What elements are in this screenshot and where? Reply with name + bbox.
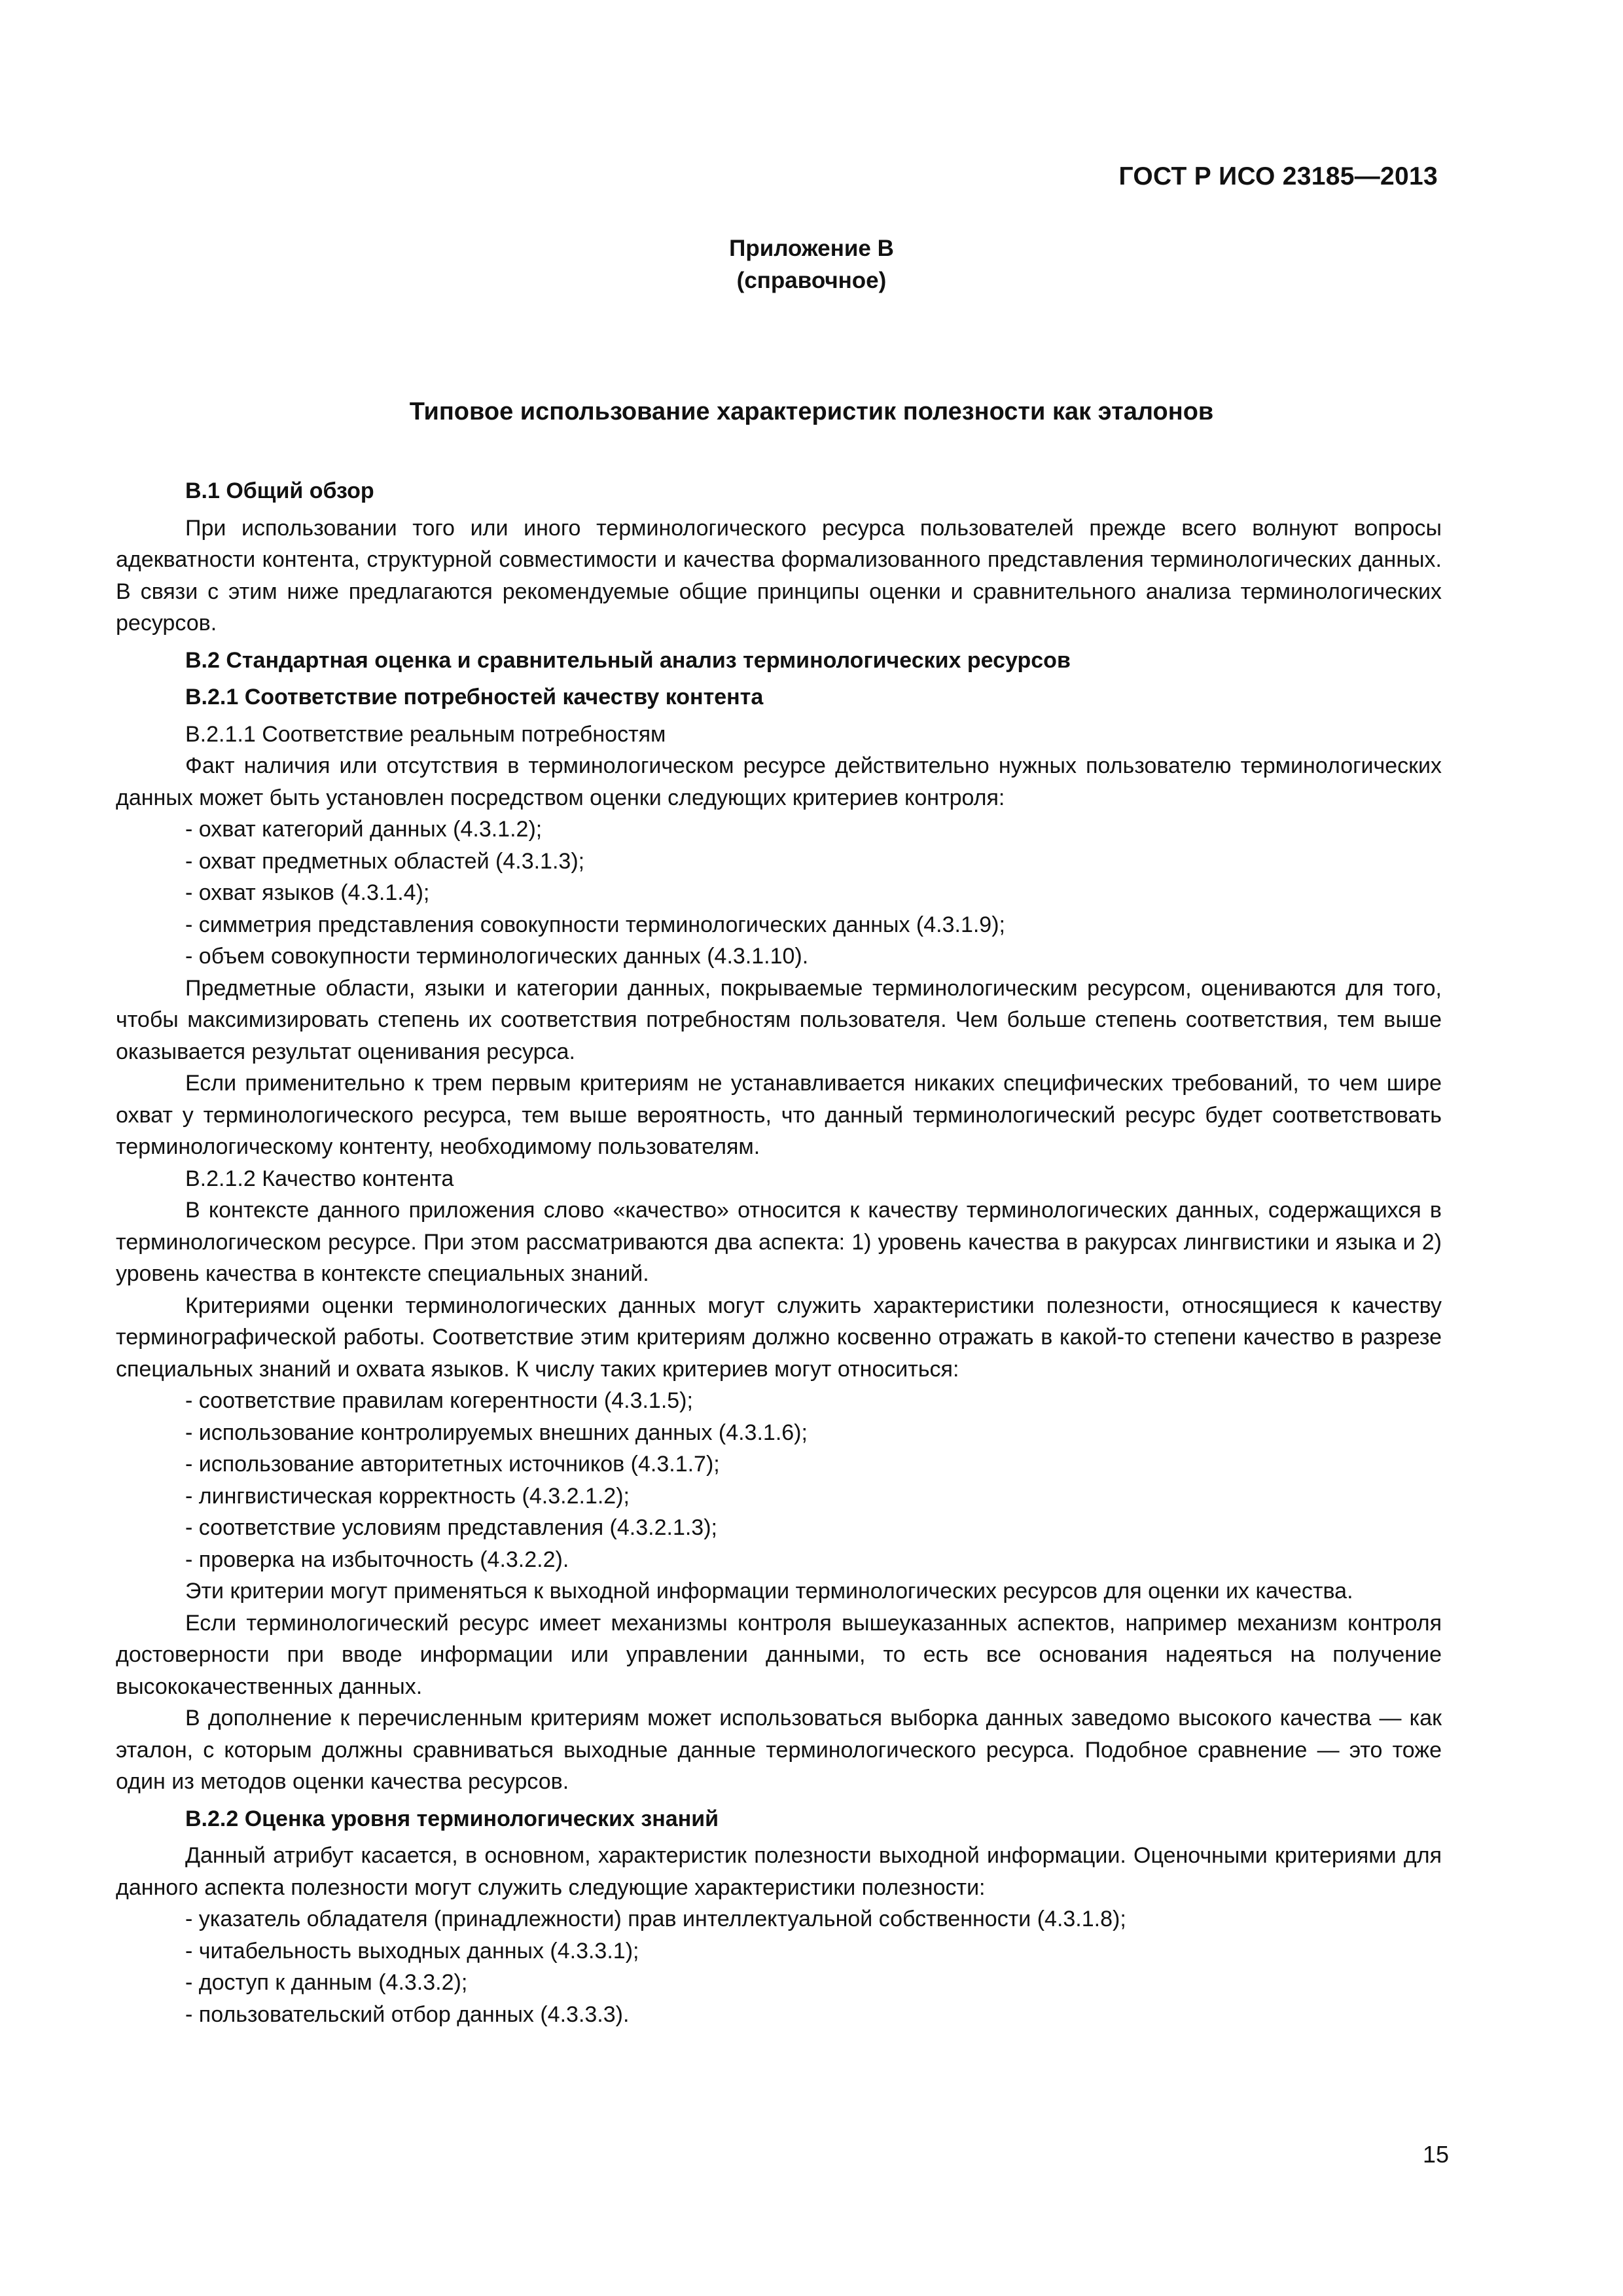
page-number: 15 xyxy=(1422,2141,1449,2168)
standard-designation: ГОСТ Р ИСО 23185—2013 xyxy=(1118,162,1438,190)
annex-title: Типовое использование характеристик полезности как эталонов xyxy=(409,398,1214,425)
paragraph: Предметные области, языки и категории данных, покрываемые терминологическим ресурсом, оцениваются для того, чтобы максимизировать степень их соответствия потребностям пользователя. Чем больше степень соответствия, тем выше оказывается результат оценивания ресурса. xyxy=(116,975,1442,1064)
document-body xyxy=(116,475,1442,2030)
paragraph: Если применительно к трем первым критериям не устанавливается никаких специфических требований, то чем шире охват у терминологического ресурса, тем выше вероятность, что данный терминологический ресурс будет соответствовать терминологическому контенту, необходимому пользователям. xyxy=(116,1071,1442,1159)
paragraph: Факт наличия или отсутствия в терминологическом ресурсе действительно нужных пользователю терминологических данных может быть установлен посредством оценки следующих критериев контроля: xyxy=(116,753,1442,810)
subsection-heading-b212: В.2.1.2 Качество контента xyxy=(185,1166,454,1191)
paragraph: Эти критерии могут применяться к выходной информации терминологических ресурсов для оценки их качества. xyxy=(185,1579,1353,1604)
annex-status: (справочное) xyxy=(736,268,887,293)
annex-label: Приложение В xyxy=(729,236,894,261)
list-item: - использование контролируемых внешних данных (4.3.1.6); xyxy=(185,1417,1442,1449)
list-item: - соответствие правилам когерентности (4.3.1.5); xyxy=(185,1385,1442,1417)
list-item: - охват языков (4.3.1.4); xyxy=(185,877,1442,909)
criteria-list-1 xyxy=(116,814,1442,973)
paragraph: В контексте данного приложения слово «качество» относится к качеству терминологических данных, содержащихся в терминологическом ресурсе. При этом рассматриваются два аспекта: 1) уровень качества в ракурсах лингвистики и языка и 2) уровень качества в контексте специальных знаний. xyxy=(116,1198,1442,1286)
list-item: - симметрия представления совокупности терминологических данных (4.3.1.9); xyxy=(185,909,1442,941)
section-heading-b21: В.2.1 Соответствие потребностей качеству контента xyxy=(185,685,764,709)
subsection-heading-b211: В.2.1.1 Соответствие реальным потребностям xyxy=(185,721,666,747)
list-item: - охват предметных областей (4.3.1.3); xyxy=(185,846,1442,878)
list-item: - читабельность выходных данных (4.3.3.1); xyxy=(185,1935,1442,1967)
paragraph: Если терминологический ресурс имеет механизмы контроля вышеуказанных аспектов, например механизм контроля достоверности при вводе информации или управлении данными, то есть все основания надеяться на получение высококачественных данных. xyxy=(116,1610,1442,1699)
list-item: - проверка на избыточность (4.3.2.2). xyxy=(185,1544,1442,1576)
paragraph: В дополнение к перечисленным критериям может использоваться выборка данных заведомо высокого качества — как эталон, с которым должны сравниваться выходные данные терминологического ресурса. Подобное сравнение — это тоже один из методов оценки качества ресурсов. xyxy=(116,1706,1442,1794)
paragraph: При использовании того или иного терминологического ресурса пользователей прежде всего волнуют вопросы адекватности контента, структурной совместимости и качества формализованного представления терминологических данных. В связи с этим ниже предлагаются рекомендуемые общие принципы оценки и сравнительного анализа терминологических ресурсов. xyxy=(116,515,1442,636)
paragraph: Данный атрибут касается, в основном, характеристик полезности выходной информации. Оценочными критериями для данного аспекта полезности могут служить следующие характеристики полезности: xyxy=(116,1843,1442,1900)
section-heading-b2: В.2 Стандартная оценка и сравнительный анализ терминологических ресурсов xyxy=(185,647,1071,673)
list-item: - указатель обладателя (принадлежности) прав интеллектуальной собственности (4.3.1.8); xyxy=(185,1903,1442,1935)
list-item: - использование авторитетных источников (4.3.1.7); xyxy=(185,1448,1442,1480)
list-item: - охват категорий данных (4.3.1.2); xyxy=(185,814,1442,846)
list-item: - пользовательский отбор данных (4.3.3.3). xyxy=(185,1999,1442,2031)
criteria-list-3 xyxy=(116,1903,1442,2030)
criteria-list-2 xyxy=(116,1385,1442,1575)
section-heading-b1: В.1 Общий обзор xyxy=(185,478,374,503)
list-item: - лингвистическая корректность (4.3.2.1.2); xyxy=(185,1480,1442,1513)
annex-heading xyxy=(0,232,1623,296)
list-item: - соответствие условиям представления (4.3.2.1.3); xyxy=(185,1512,1442,1544)
section-heading-b22: В.2.2 Оценка уровня терминологических знаний xyxy=(185,1806,719,1831)
list-item: - объем совокупности терминологических данных (4.3.1.10). xyxy=(185,941,1442,973)
list-item: - доступ к данным (4.3.3.2); xyxy=(185,1967,1442,1999)
paragraph: Критериями оценки терминологических данных могут служить характеристики полезности, относящиеся к качеству терминографической работы. Соответствие этим критериям должно косвенно отражать в какой-то степени качество в разрезе специальных знаний и охвата языков. К числу таких критериев могут относиться: xyxy=(116,1293,1442,1382)
